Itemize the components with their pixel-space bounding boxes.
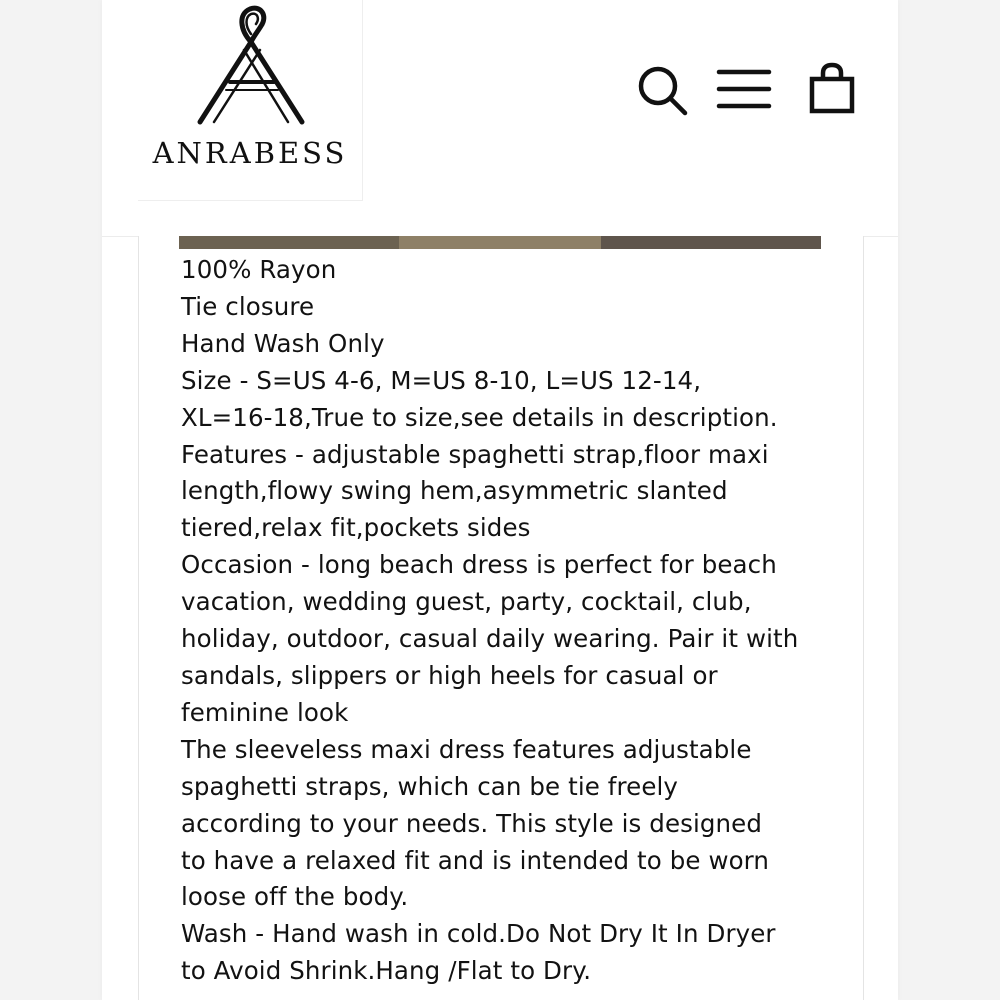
description-line: loose off the body. bbox=[181, 882, 409, 912]
menu-icon bbox=[716, 62, 772, 118]
brand-logo[interactable] bbox=[138, 0, 363, 201]
description-line: Tie closure bbox=[181, 291, 315, 321]
menu-button[interactable] bbox=[716, 62, 772, 118]
description-line: to have a relaxed fit and is intended to be worn bbox=[181, 845, 770, 875]
description-line: 100% Rayon bbox=[181, 255, 337, 284]
description-line: XL=16-18,True to size,see details in description. bbox=[181, 402, 778, 432]
product-description-card bbox=[138, 236, 864, 1000]
description-line: Size - S=US 4-6, M=US 8-10, L=US 12-14, bbox=[181, 365, 702, 395]
image-strip-segment bbox=[179, 236, 399, 249]
logo-mark-icon bbox=[188, 4, 314, 128]
description-line: Hand Wash Only bbox=[181, 328, 385, 358]
description-line: feminine look bbox=[181, 697, 349, 727]
description-line: to Avoid Shrink.Hang /Flat to Dry. bbox=[181, 956, 592, 986]
cart-button[interactable] bbox=[806, 62, 862, 118]
search-button[interactable] bbox=[634, 62, 690, 118]
brand-name: ANRABESS bbox=[152, 136, 348, 170]
description-line: sandals, slippers or high heels for casual or bbox=[181, 660, 718, 690]
description-line: vacation, wedding guest, party, cocktail, club, bbox=[181, 587, 752, 617]
description-line: The sleeveless maxi dress features adjustable bbox=[181, 734, 752, 764]
description-line: Features - adjustable spaghetti strap,floor maxi bbox=[181, 439, 769, 469]
site-header bbox=[102, 0, 898, 237]
description-line: tiered,relax fit,pockets sides bbox=[181, 513, 531, 543]
description-line: Wash - Hand wash in cold.Do Not Dry It In Dryer bbox=[181, 919, 776, 949]
description-line: length,flowy swing hem,asymmetric slanted bbox=[181, 476, 728, 506]
product-image-bottom-edge bbox=[179, 236, 821, 249]
description-line: according to your needs. This style is designed bbox=[181, 808, 762, 838]
shopping-bag-icon bbox=[806, 62, 862, 118]
description-line: spaghetti straps, which can be tie freely bbox=[181, 771, 678, 801]
description-line: holiday, outdoor, casual daily wearing. Pair it with bbox=[181, 624, 799, 654]
product-page bbox=[102, 0, 898, 1000]
image-strip-segment bbox=[399, 236, 601, 249]
description-line: Occasion - long beach dress is perfect for beach bbox=[181, 550, 777, 580]
description-text bbox=[181, 252, 845, 990]
image-strip-segment bbox=[601, 236, 821, 249]
search-icon bbox=[634, 62, 690, 118]
